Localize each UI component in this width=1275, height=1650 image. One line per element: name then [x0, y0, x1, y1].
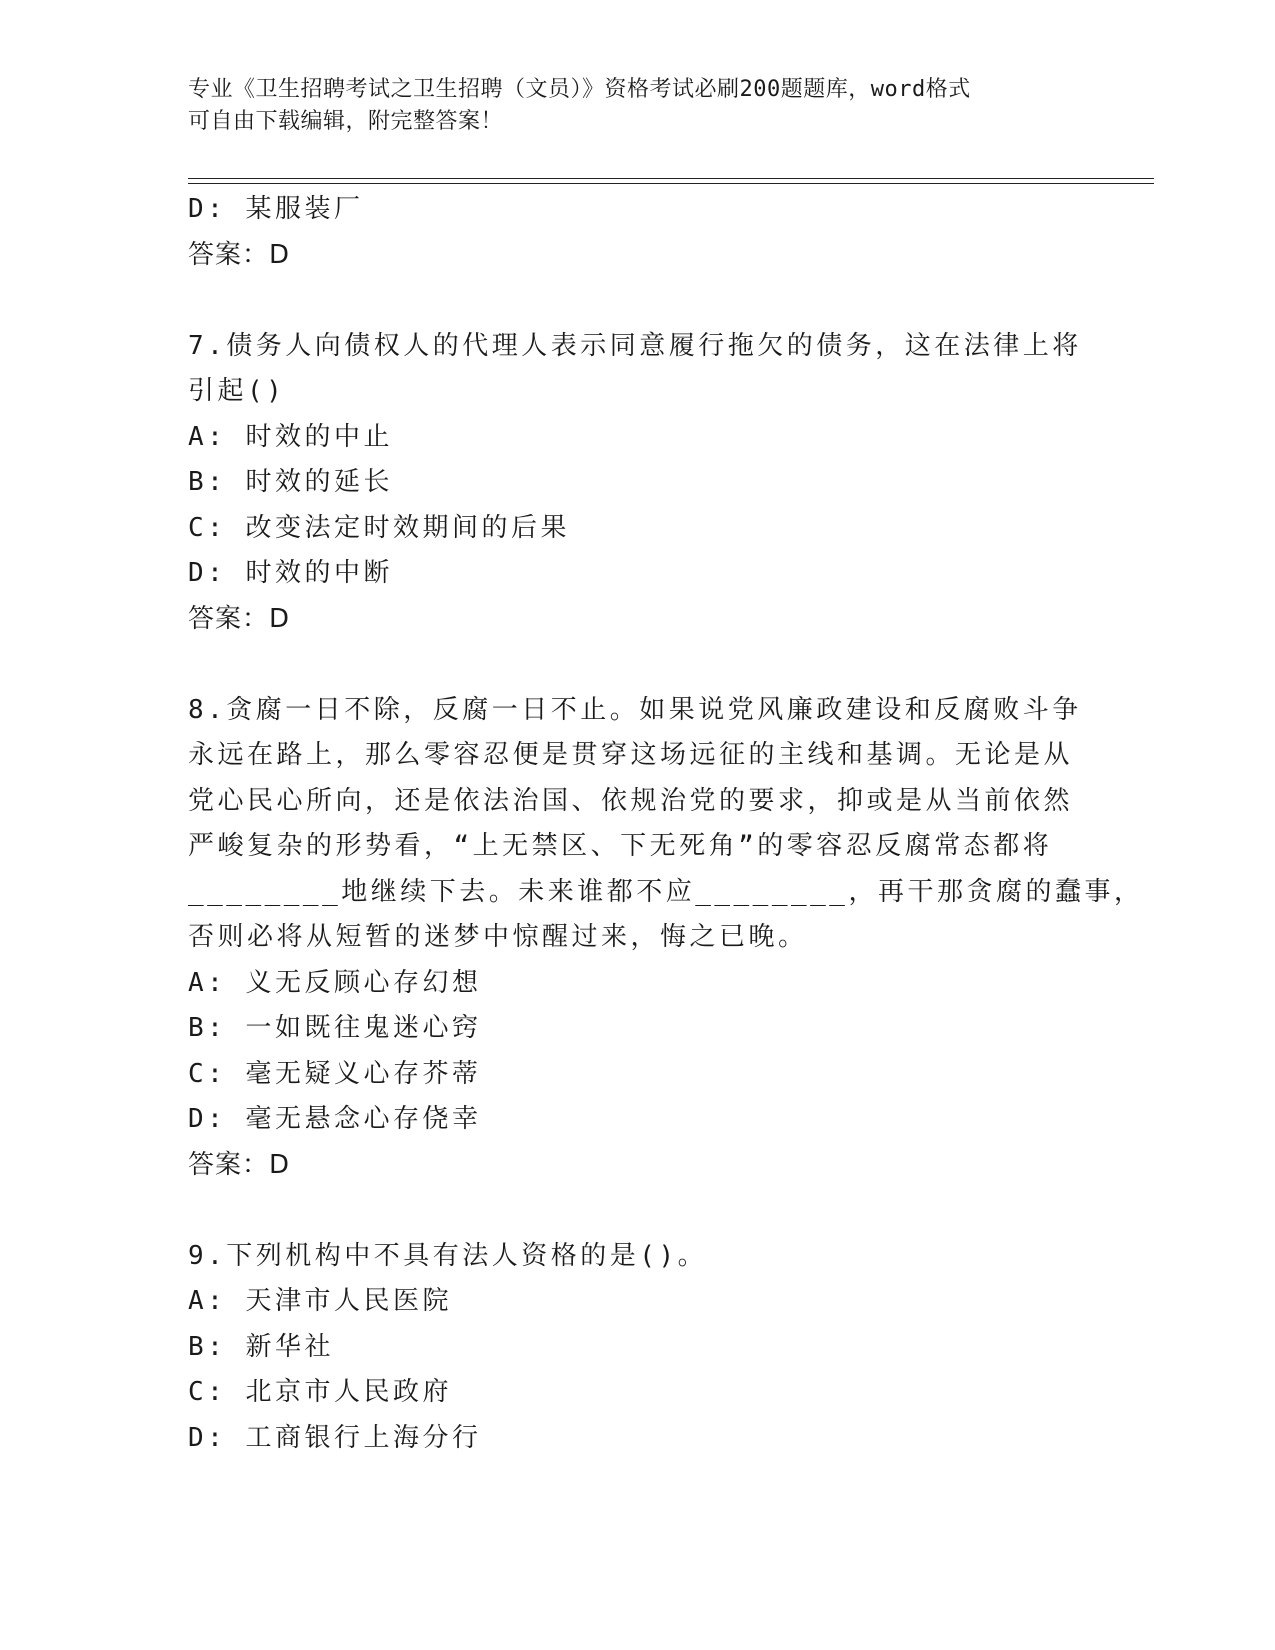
- option-a: A: 义无反顾心存幻想: [188, 967, 482, 998]
- option-c: C: 改变法定时效期间的后果: [188, 512, 570, 543]
- spacer: [188, 1188, 1068, 1234]
- spacer: [188, 278, 1068, 324]
- option-a: A: 天津市人民医院: [188, 1286, 452, 1316]
- option-b: B: 一如既往鬼迷心窍: [188, 1013, 482, 1043]
- header-rule-bottom: [188, 183, 1154, 184]
- question-stem-line: 7.债务人向债权人的代理人表示同意履行拖欠的债务，这在法律上将: [188, 330, 1082, 361]
- question-stem-line: 永远在路上，那么零容忍便是贯穿这场远征的主线和基调。无论是从: [188, 740, 1074, 770]
- option-b: B: 新华社: [188, 1331, 334, 1362]
- option-d: D: 时效的中断: [188, 558, 393, 588]
- question-list: [188, 187, 1144, 1461]
- header-line-1: 专业《卫生招聘考试之卫生招聘（文员）》资格考试必刷200题题库，word格式: [188, 77, 971, 102]
- question-stem-line: 引起(): [188, 376, 286, 406]
- option-c: C: 北京市人民政府: [188, 1377, 452, 1407]
- question-8: [188, 688, 1144, 1189]
- answer: 答案：D: [188, 239, 291, 270]
- option-d: D: 某服装厂: [188, 194, 364, 224]
- question-stem-line: 否则必将从短暂的迷梦中惊醒过来，悔之已晚。: [188, 922, 808, 952]
- question-stem-line: ________地继续下去。未来谁都不应________，再干那贪腐的蠢事，: [188, 876, 1144, 907]
- question-7: [188, 324, 1082, 643]
- option-c: C: 毫无疑义心存芥蒂: [188, 1058, 482, 1089]
- question-stem-line: 9.下列机构中不具有法人资格的是()。: [188, 1240, 708, 1271]
- answer: 答案：D: [188, 603, 291, 634]
- question-stem-line: 党心民心所向，还是依法治国、依规治党的要求，抑或是从当前依然: [188, 785, 1074, 816]
- question-6-tail: [188, 187, 1068, 278]
- option-a: A: 时效的中止: [188, 421, 393, 452]
- answer: 答案：D: [188, 1149, 291, 1180]
- header-line-2: 可自由下载编辑，附完整答案！: [188, 109, 504, 134]
- question-9: [188, 1234, 1068, 1462]
- question-stem-line: 严峻复杂的形势看，“上无禁区、下无死角”的零容忍反腐常态都将: [188, 831, 1053, 861]
- option-d: D: 毫无悬念心存侥幸: [188, 1104, 482, 1134]
- option-d: D: 工商银行上海分行: [188, 1422, 482, 1453]
- spacer: [188, 642, 1068, 688]
- page-header: [188, 74, 1088, 138]
- option-b: B: 时效的延长: [188, 467, 393, 497]
- question-stem-line: 8.贪腐一日不除，反腐一日不止。如果说党风廉政建设和反腐败斗争: [188, 694, 1082, 725]
- header-rule-top: [188, 178, 1154, 179]
